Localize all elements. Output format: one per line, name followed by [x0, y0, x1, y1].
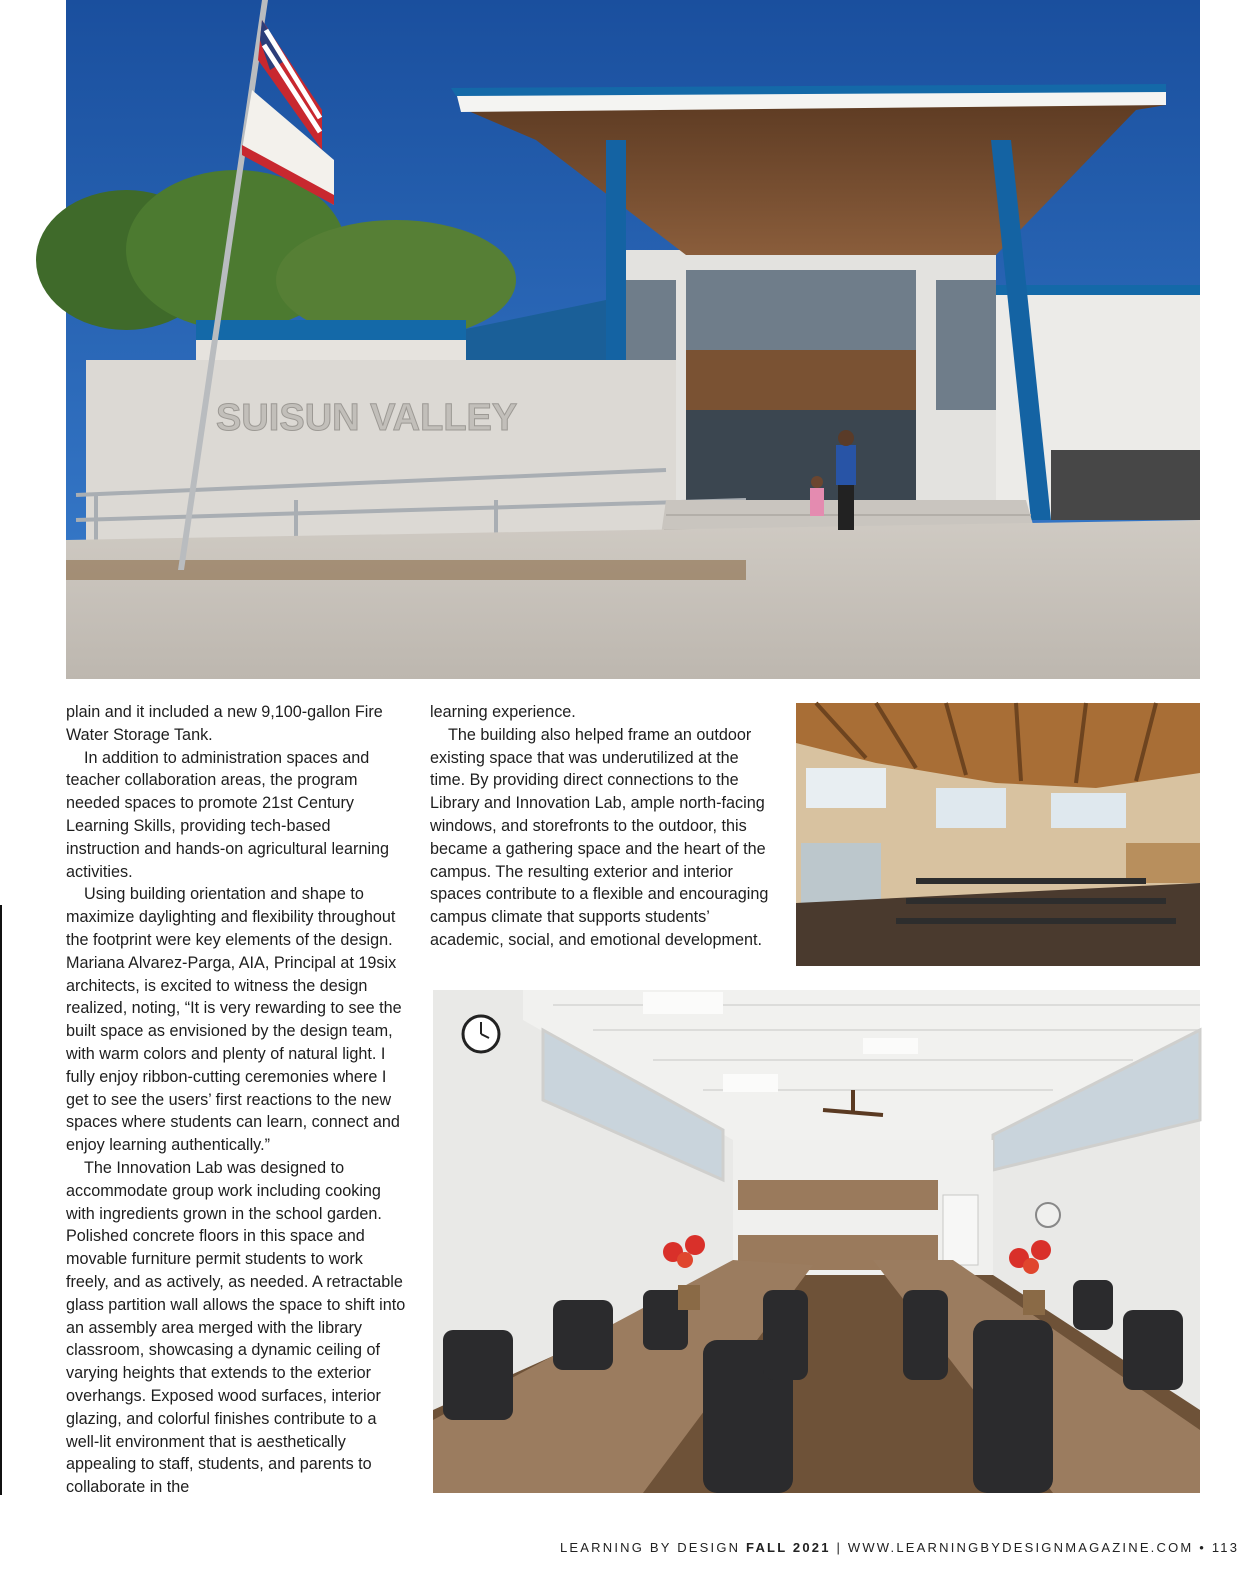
issue-label: FALL 2021: [746, 1540, 831, 1555]
page-edge-rule: [0, 905, 2, 1495]
paragraph: In addition to administration spaces and teacher collaboration areas, the program needed spaces to promote 21st Century Learning Skills, providing tech-based instruction and hands-on agricultural learning activities.: [66, 748, 390, 881]
multipurpose-room-photo: [796, 703, 1200, 966]
article-column-1: [66, 701, 406, 1499]
paragraph: The building also helped frame an outdoor existing space that was underutilized at the time. By providing direct connections to the Library and Innovation Lab, ample north-facing windows, and storefronts to the outdoor, this became a gathering space and the heart of the campus. The resulting exterior and interior spaces contribute to a flexible and encouraging campus climate that supports students’ academic, social, and emotional development.: [430, 725, 769, 949]
page-footer: [560, 1540, 1239, 1555]
page-number: 113: [1211, 1540, 1239, 1555]
paragraph: plain and it included a new 9,100-gallon Fire Water Storage Tank.: [66, 703, 383, 744]
magazine-name: LEARNING BY DESIGN: [560, 1540, 741, 1555]
sign-text: SUISUN VALLEY: [216, 397, 518, 439]
exterior-photo: [66, 0, 1200, 679]
paragraph: learning experience.: [430, 703, 576, 721]
article-column-2: [430, 701, 770, 952]
innovation-lab-photo: [433, 990, 1200, 1493]
paragraph: The Innovation Lab was designed to accommodate group work including cooking with ingredients grown in the school garden. Polished concrete floors in this space and movable furniture permit students to work freely, and as actively, as needed. A retractable glass partition wall allows the space to shift into an assembly area merged with the library classroom, showcasing a dynamic ceiling of varying heights that extends to the exterior overhangs. Exposed wood surfaces, interior glazing, and colorful finishes contribute to a well-lit environment that is aesthetically appealing to staff, students, and parents to collaborate in the: [66, 1158, 406, 1497]
paragraph: Using building orientation and shape to maximize daylighting and flexibility throughout the footprint were key elements of the design. Mariana Alvarez-Parga, AIA, Principal at 19six architects, is excited to witness the design realized, noting, “It is very rewarding to see the built space as envisioned by the design team, with warm colors and plenty of natural light. I fully enjoy ribbon-cutting ceremonies where I get to see the users’ first reactions to the new spaces where students can learn, connect and enjoy learning authentically.”: [66, 885, 402, 1155]
footer-bullet: •: [1199, 1540, 1207, 1555]
footer-separator: |: [836, 1540, 843, 1555]
website-url[interactable]: WWW.LEARNINGBYDESIGNMAGAZINE.COM: [847, 1540, 1194, 1555]
